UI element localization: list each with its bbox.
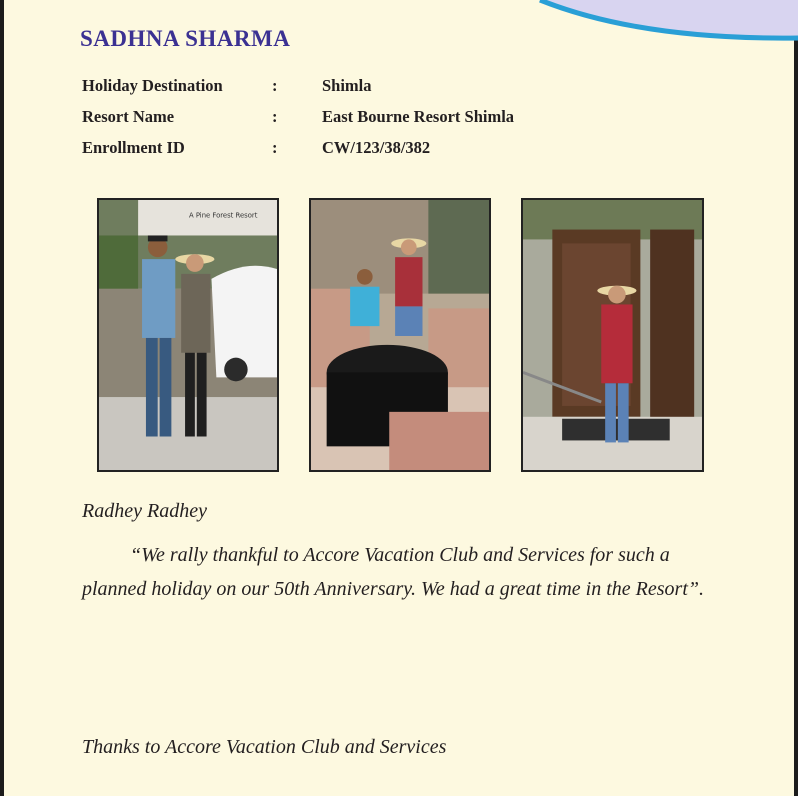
testimonial-thanks: Thanks to Accore Vacation Club and Services — [82, 736, 447, 758]
resort-sign-text: A Pine Forest Resort — [188, 211, 258, 220]
photo-woman-doorway — [521, 198, 704, 472]
detail-label: Holiday Destination — [82, 75, 223, 95]
testimonial-quote: “We rally thankful to Accore Vacation Club and Services for such a planned holiday on our 50th Anniversary. We had a great time in the Resort”. — [82, 544, 704, 600]
right-border — [794, 0, 798, 796]
testimonial-greeting: Radhey Radhey — [82, 500, 207, 522]
detail-value: East Bourne Resort Shimla — [322, 106, 515, 126]
detail-separator: : — [272, 75, 278, 95]
detail-value: Shimla — [322, 75, 372, 95]
detail-separator: : — [272, 137, 278, 157]
detail-value: CW/123/38/382 — [322, 137, 431, 157]
photo-couple-seated — [309, 198, 491, 472]
member-details — [82, 70, 514, 163]
left-border — [0, 0, 4, 796]
detail-row-resort — [82, 101, 514, 132]
detail-label: Enrollment ID — [82, 137, 185, 157]
detail-separator: : — [272, 106, 278, 126]
detail-row-enrollment — [82, 132, 514, 163]
detail-row-destination — [82, 70, 514, 101]
photo-couple-outdoor — [97, 198, 279, 472]
detail-label: Resort Name — [82, 106, 175, 126]
member-name: SADHNA SHARMA — [80, 26, 291, 51]
